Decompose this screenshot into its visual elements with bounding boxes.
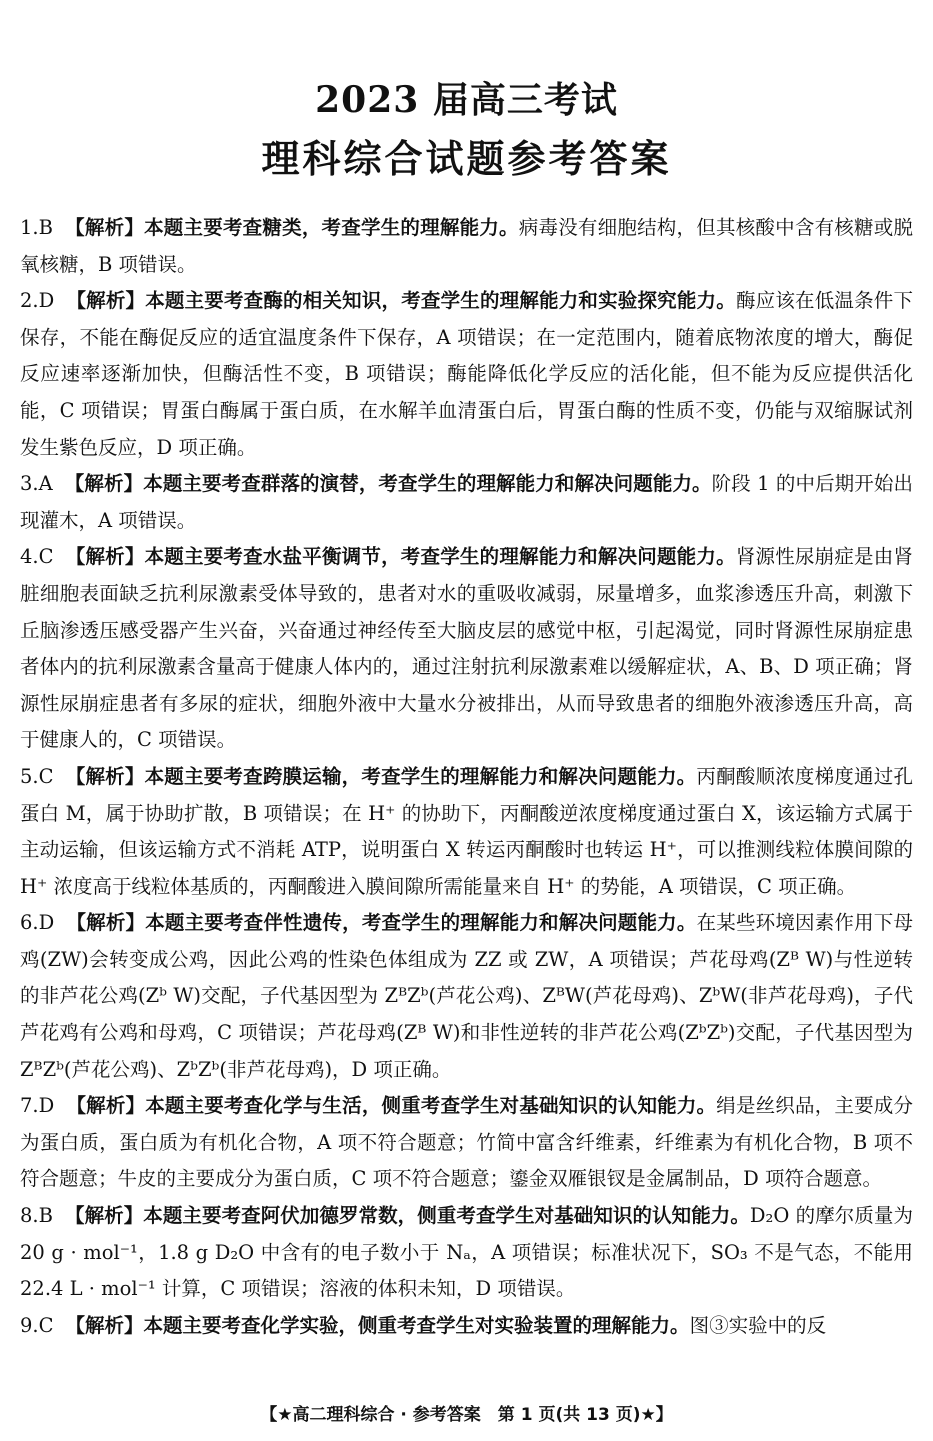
answer-item [20, 759, 913, 905]
analysis-tag: 【解析】 [64, 472, 144, 496]
analysis-focus: 本题主要考查化学实验，侧重考查学生对实验装置的理解能力。 [143, 1313, 690, 1337]
analysis-body: 肾源性尿崩症是由肾脏细胞表面缺乏抗利尿激素受体导致的，患者对水的重吸收减弱，尿量增多，血浆渗透压升高，刺激下丘脑渗透压感受器产生兴奋，兴奋通过神经传至大脑皮层的感觉中枢，引起渴觉，同时肾源性尿崩症患者体内的抗利尿激素含量高于健康人体内的，通过注射抗利尿激素难以缓解症状，A、B、D 项正确；肾源性尿崩症患者有多尿的症状，细胞外液中大量水分被排出，从而导致患者的细胞外液渗透压升高，高于健康人的，C 项错误。 [20, 545, 913, 752]
answer-choice: A [38, 472, 53, 496]
answer-item [20, 539, 913, 759]
analysis-tag: 【解析】 [65, 764, 145, 788]
answer-item [20, 283, 913, 466]
analysis-focus: 本题主要考查水盐平衡调节，考查学生的理解能力和解决问题能力。 [144, 545, 736, 569]
answer-choice: B [38, 216, 53, 239]
analysis-tag: 【解析】 [65, 1313, 144, 1337]
analysis-body: 丙酮酸顺浓度梯度通过孔蛋白 M，属于协助扩散，B 项错误；在 H⁺ 的协助下，丙酮酸逆浓度梯度通过蛋白 X，该运输方式属于主动运输，但该运输方式不消耗 ATP，说明蛋白 X 转运丙酮酸时也转运 H⁺，可以推测线粒体膜间隙的 H⁺ 浓度高于线粒体基质的，丙酮酸进入膜间隙所需能量来自 H⁺ 的势能，A 项错误，C 项正确。 [20, 764, 913, 898]
answer-number: 4. [20, 545, 39, 569]
analysis-tag: 【解析】 [65, 545, 145, 569]
analysis-focus: 本题主要考查糖类，考查学生的理解能力。 [144, 216, 519, 239]
answer-item [20, 466, 913, 539]
answer-item [20, 1308, 913, 1345]
page-title: 2023 届高三考试 [315, 79, 618, 121]
page-footer: 【★高二理科综合 · 参考答案 第 1 页(共 13 页)★】 [260, 1405, 673, 1425]
analysis-focus: 本题主要考查酶的相关知识，考查学生的理解能力和实验探究能力。 [145, 289, 736, 313]
analysis-body: D₂O 的摩尔质量为 20 g · mol⁻¹，1.8 g D₂O 中含有的电子数小于 Nₐ，A 项错误；标准状况下，SO₃ 不是气态，不能用 22.4 L · mol⁻¹ 计算，C 项错误；溶液的体积未知，D 项错误。 [20, 1204, 913, 1301]
answer-number: 7. [20, 1094, 39, 1118]
analysis-tag: 【解析】 [66, 911, 146, 935]
analysis-body: 在某些环境因素作用下母鸡(ZW)会转变成公鸡，因此公鸡的性染色体组成为 ZZ 或 ZW，A 项错误；芦花母鸡(Zᴮ W)与性逆转的非芦花公鸡(Zᵇ W)交配，子代基因型为 ZᴮZᵇ(芦花公鸡)、ZᴮW(芦花母鸡)、ZᵇW(非芦花母鸡)，子代芦花鸡有公鸡和母鸡，C 项错误；芦花母鸡(Zᴮ W)和非性逆转的非芦花公鸡(ZᵇZᵇ)交配，子代基因型为 ZᴮZᵇ(芦花公鸡)、ZᵇZᵇ(非芦花母鸡)，D 项正确。 [20, 911, 913, 1081]
answer-item [20, 210, 913, 283]
answer-list [20, 210, 913, 1344]
analysis-body: 酶应该在低温条件下保存，不能在酶促反应的适宜温度条件下保存，A 项错误；在一定范围内，随着底物浓度的增大，酶促反应速率逐渐加快，但酶活性不变，B 项错误；酶能降低化学反应的活化能，但不能为反应提供活化能，C 项错误；胃蛋白酶属于蛋白质，在水解羊血清蛋白后，胃蛋白酶的性质不变，仍能与双缩脲试剂发生紫色反应，D 项正确。 [20, 289, 913, 459]
answer-choice: C [38, 545, 54, 569]
analysis-focus: 本题主要考查跨膜运输，考查学生的理解能力和解决问题能力。 [144, 764, 697, 788]
answer-choice: C [38, 764, 54, 788]
answer-choice: D [38, 289, 55, 313]
analysis-tag: 【解析】 [66, 289, 146, 313]
analysis-body: 图③实验中的反 [689, 1313, 827, 1337]
analysis-focus: 本题主要考查群落的演替，考查学生的理解能力和解决问题能力。 [143, 472, 712, 496]
answer-choice: C [38, 1313, 54, 1337]
answer-item [20, 1088, 913, 1198]
analysis-body: 病毒没有细胞结构，但其核酸中含有核糖或脱氧核糖，B 项错误。 [20, 216, 913, 276]
answer-item [20, 905, 913, 1088]
answer-number: 5. [20, 764, 39, 788]
analysis-tag: 【解析】 [64, 1204, 144, 1228]
analysis-focus: 本题主要考查化学与生活，侧重考查学生对基础知识的认知能力。 [145, 1094, 717, 1118]
answer-choice: D [38, 911, 55, 935]
answer-number: 3. [20, 472, 39, 496]
answer-number: 1. [20, 216, 39, 239]
answer-choice: B [38, 1204, 53, 1228]
analysis-tag: 【解析】 [64, 216, 145, 239]
analysis-body: 阶段 1 的中后期开始出现灌木，A 项错误。 [20, 472, 913, 532]
analysis-tag: 【解析】 [66, 1094, 146, 1118]
page-subtitle: 理科综合试题参考答案 [261, 136, 672, 181]
answer-number: 2. [20, 289, 39, 313]
answer-choice: D [38, 1094, 55, 1118]
answer-number: 9. [20, 1313, 39, 1337]
answer-item [20, 1198, 913, 1308]
analysis-focus: 本题主要考查伴性遗传，考查学生的理解能力和解决问题能力。 [145, 911, 697, 935]
answer-number: 6. [20, 911, 39, 935]
analysis-body: 绢是丝织品，主要成分为蛋白质，蛋白质为有机化合物，A 项不符合题意；竹简中富含纤维素，纤维素为有机化合物，B 项不符合题意；牛皮的主要成分为蛋白质，C 项不符合题意；鎏金双雁银钗是金属制品，D 项符合题意。 [20, 1094, 913, 1191]
answer-number: 8. [20, 1204, 39, 1228]
analysis-focus: 本题主要考查阿伏加德罗常数，侧重考查学生对基础知识的认知能力。 [143, 1204, 750, 1228]
